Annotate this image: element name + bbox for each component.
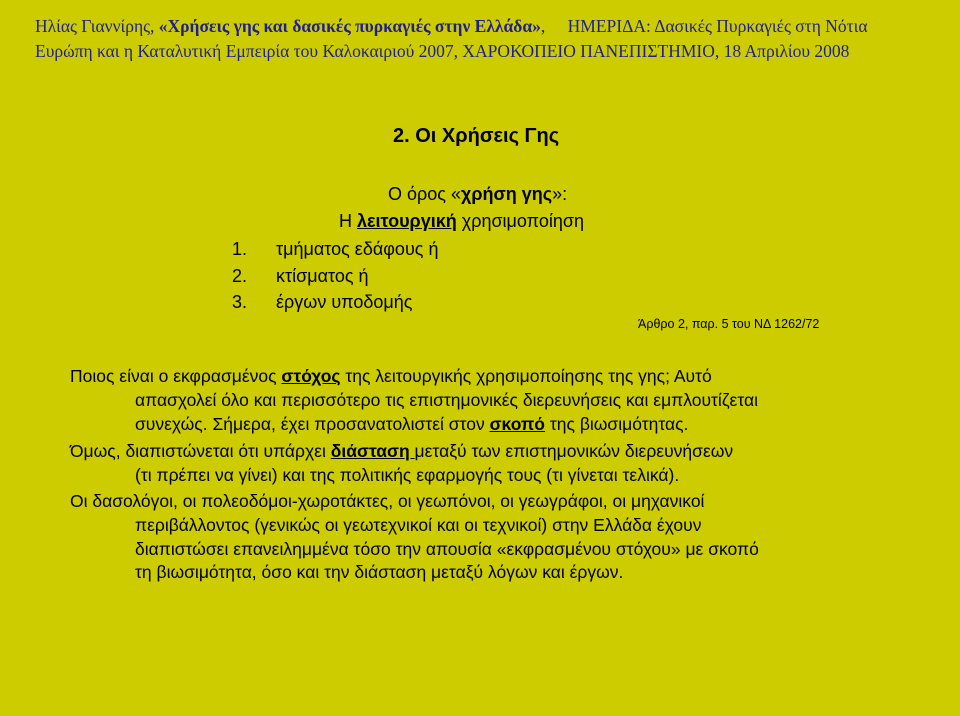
header-author: Ηλίας Γιαννίρης, [35,16,159,36]
term-prefix: Ο όρος « [388,184,461,204]
paragraph-line: διαπιστώσει επανειλημμένα τόσο την απουσία «εκφρασμένου στόχου» με σκοπό [135,538,759,559]
header-line-2: Ευρώπη και η Καταλυτική Εμπειρία του Καλοκαιριού 2007, ΧΑΡΟΚΟΠΕΙΟ ΠΑΝΕΠΙΣΤΗΜΙΟ, 18 Απριλίου 2008 [35,41,850,61]
header-talk-title: «Χρήσεις γης και δασικές πυρκαγιές στην Ελλάδα» [158,16,541,36]
list-item [232,263,438,290]
law-reference: Άρθρο 2, παρ. 5 του ΝΔ 1262/72 [638,317,820,331]
keyword-goal: στόχος [281,366,341,386]
list-item-text: τμήματος εδάφους ή [276,239,439,259]
paragraph-line [70,440,910,464]
function-suffix: χρησιμοποίηση [456,211,584,231]
definition-list [232,236,438,316]
list-item-number: 1. [232,239,248,259]
paragraph-line [70,413,910,437]
term-suffix: »: [552,184,568,204]
paragraph-gap [70,440,910,488]
definition-function-line [339,209,584,233]
text-span: της λειτουργικής χρησιμοποίησης της γης; Αυτό [340,366,712,386]
header-event: ΗΜΕΡΙΔΑ: Δασικές Πυρκαγιές στη Νότια [567,16,868,36]
list-item-text: κτίσματος ή [276,265,369,286]
text-span: συνεχώς. Σήμερα, έχει προσανατολιστεί στον [135,413,490,434]
section-title: 2. Οι Χρήσεις Γης [393,125,560,147]
paragraph-line: Οι δασολόγοι, οι πολεοδόμοι-χωροτάκτες, οι γεωπόνοι, οι γεωγράφοι, οι μηχανικοί [70,491,705,511]
keyword-purpose: σκοπό [489,413,546,434]
list-item-number: 2. [232,265,248,286]
page-header [35,14,935,64]
term-word: χρήση γης [460,184,553,204]
keyword-gap: διάσταση [330,441,415,461]
list-item [232,236,438,263]
text-span: μεταξύ των επιστημονικών διερευνήσεων [414,441,734,461]
function-word: λειτουργική [357,211,457,231]
definition-term-line [388,182,567,206]
paragraph-line: (τι πρέπει να γίνει) και της πολιτικής εφαρμογής τους (τι γίνεται τελικά). [135,464,680,485]
function-prefix: Η [339,211,357,231]
text-span: Όμως, διαπιστώνεται ότι υπάρχει [70,441,331,461]
paragraph-line: τη βιωσιμότητα, όσο και την διάσταση μεταξύ λόγων και έργων. [135,562,624,583]
paragraph-line: απασχολεί όλο και περισσότερο τις επιστημονικές διερευνήσεις και εμπλουτίζεται [135,389,759,410]
list-item-text: έργων υποδομής [276,292,413,312]
paragraph-line: περιβάλλοντος (γενικώς οι γεωτεχνικοί και οι τεχνικοί) στην Ελλάδα έχουν [135,514,702,535]
paragraph-line [70,365,910,389]
list-item-number: 3. [232,292,248,312]
paragraph-goal [70,365,910,436]
text-span: της βιωσιμότητας. [545,413,689,434]
paragraph-professionals [70,490,910,585]
header-line-1 [35,14,935,39]
list-item [232,289,438,316]
header-separator: , [540,16,550,36]
text-span: Ποιος είναι ο εκφρασμένος [70,366,282,386]
